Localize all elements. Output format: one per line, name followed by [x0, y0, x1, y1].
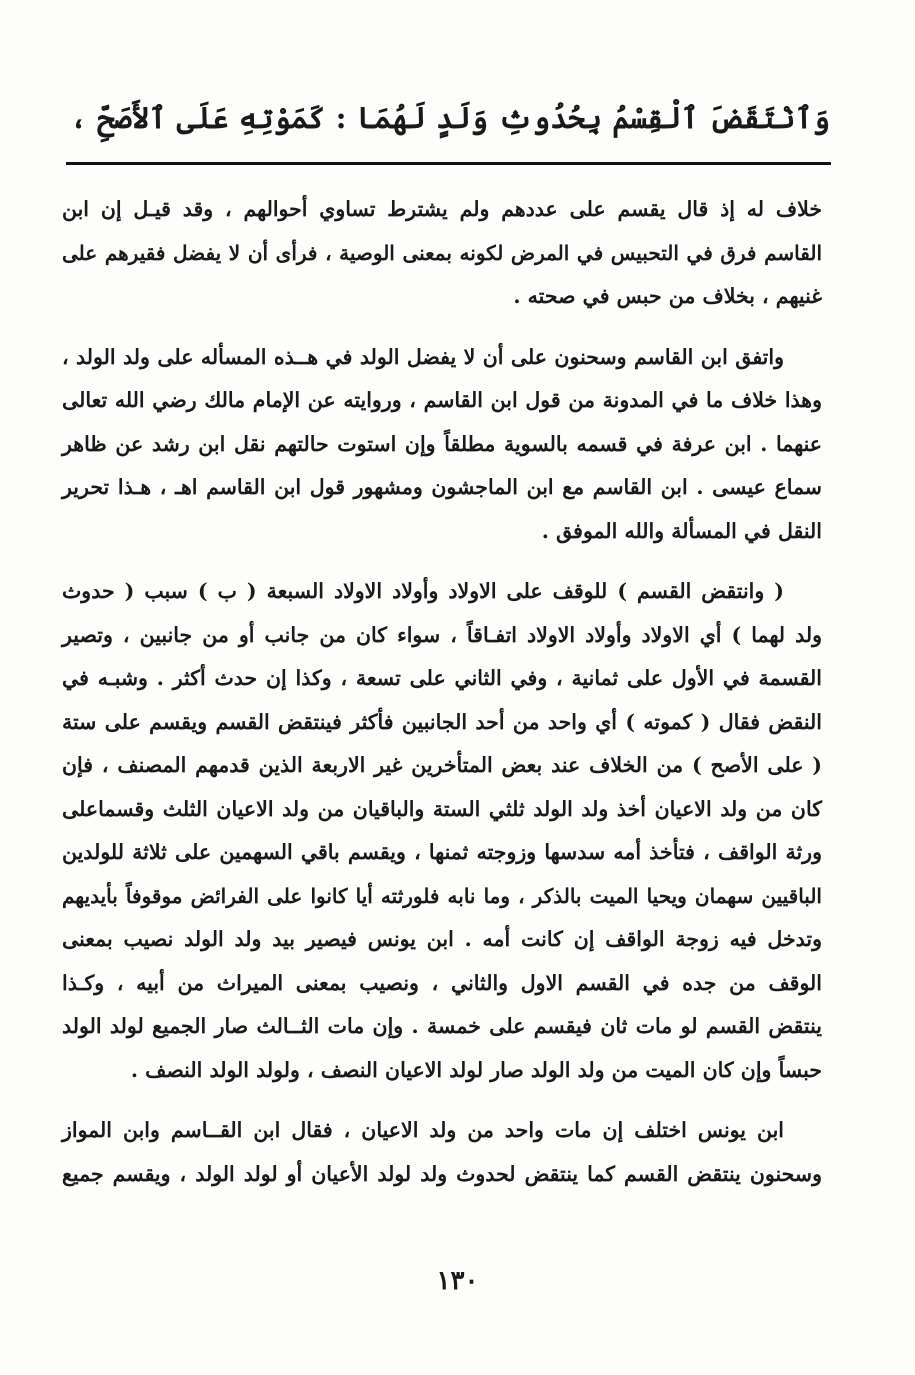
text-line: ينتقض القسم لو مات ثان فيقسم على خمسة . وإن مات الثــالث صار الجميع لولد الولد [62, 1014, 822, 1038]
text-line: ولد لهما ) أي الاولاد وأولاد الاولاد اتفـاقاً ، سواء كان من جانب أو من جانبين ، وتصير [62, 622, 822, 647]
text-line: سماع عيسى . ابن القاسم مع ابن الماجشون ومشهور قول ابن القاسم اهـ ، هـذا تحرير [62, 475, 822, 499]
text-line: خلاف له إذ قال يقسم على عددهم ولم يشترط تساوي أحوالهم ، وقد قيـل إن ابن [62, 197, 822, 221]
paragraph-2 [62, 336, 822, 554]
text-line: ( على الأصح ) من الخلاف عند بعض المتأخرين غير الاربعة الذين قدمهم المصنف ، فإن [62, 753, 822, 777]
paragraph-4 [62, 1109, 822, 1196]
text-line: وهذا خلاف ما في المدونة من قول ابن القاسم ، وروايته عن الإمام مالك رضي الله تعالى [62, 388, 822, 412]
text-line: ابن يونس اختلف إن مات واحد من ولد الاعيان ، فقال ابن القــاسم وابن المواز [62, 1118, 784, 1142]
text-line: القاسم فرق في التحبيس في المرض لكونه بمعنى الوصية ، فرأى أن لا يفضل فقيرهم على [62, 240, 822, 265]
text-line: الباقيين سهمان ويحيا الميت بالذكر ، وما نابه فلورثته أيا كانوا على الفرائض موقوفاً بأيديهم [62, 883, 822, 908]
text-line: الوقف من جده في القسم الاول والثاني ، ونصيب بمعنى الميراث من أبيه ، وكـذا [62, 970, 822, 995]
text-line: عنهما . ابن عرفة في قسمه بالسوية مطلقاً وإن استوت حالتهم نقل ابن رشد عن ظاهر [62, 431, 822, 456]
paragraph-1 [62, 188, 822, 319]
page-number: ١٣٠ [436, 1266, 479, 1296]
text-line: غنيهم ، بخلاف من حبس في صحته . [513, 284, 822, 308]
body-text [62, 188, 822, 1213]
text-line: ( وانتقض القسم ) للوقف على الاولاد وأولاد الاولاد السبعة ( ب ) سبب ( حدوث [62, 579, 784, 603]
text-line: حبساً وإن كان الميت من ولد الولد صار لولد الاعيان النصف ، ولولد الولد النصف . [130, 1057, 822, 1082]
text-line: النقل في المسألة والله الموفق . [541, 518, 822, 543]
paragraph-3 [62, 570, 822, 1092]
text-line: وسحنون ينتقض القسم كما ينتقض لحدوث ولد لولد الأعيان أو لولد الولد ، ويقسم جميع [62, 1161, 822, 1186]
text-line: القسمة في الأول على ثمانية ، وفي الثاني على تسعة ، وكذا إن حدث أكثر . وشبـه في [62, 666, 822, 690]
text-line: كان من ولد الاعيان أخذ ولد الولد ثلثي الستة والباقيان من ولد الاعيان الثلث وقسماعلى [62, 796, 822, 821]
text-line: واتفق ابن القاسم وسحنون على أن لا يفضل الولد في هــذه المسأله على ولد الولد ، [62, 344, 784, 369]
text-line: النقض فقال ( كموته ) أي واحد من أحد الجانبين فأكثر فينتقض القسم ويقسم على ستة [62, 709, 822, 734]
text-line: وتدخل فيه زوجة الواقف إن كانت أمه . ابن يونس فيصير بيد ولد الولد نصيب بمعنى [62, 927, 822, 951]
page-heading: وَٱنْتَقَضَ ٱلْقِسْمُ بِحُدُوثِ وَلَدٍ لَهُمَا : كَمَوْتِهِ عَلَى ٱلأَصَحِّ ، [69, 100, 830, 135]
text-line: ورثة الواقف ، فتأخذ أمه سدسها وزوجته ثمنها ، ويقسم باقي السهمين على ثلاثة للولدين [62, 840, 822, 864]
heading-divider [66, 162, 831, 165]
